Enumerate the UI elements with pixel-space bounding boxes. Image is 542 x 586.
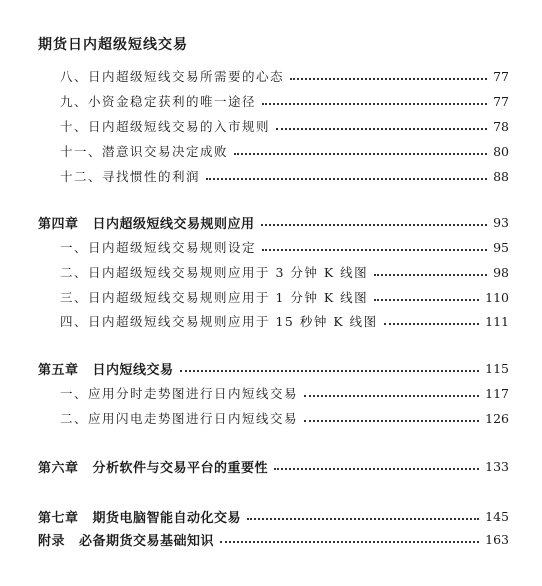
toc-appendix[interactable]: [38, 529, 509, 549]
page-number: 117: [485, 385, 509, 401]
page-number: 145: [485, 508, 509, 524]
appendix-title: 必备期货交易基础知识: [79, 533, 215, 549]
toc-entry[interactable]: [60, 237, 509, 257]
chapter-title: 日内超级短线交易规则应用: [92, 216, 255, 232]
dot-leader: [374, 299, 479, 301]
dot-leader: [384, 323, 480, 325]
entry-label: 二、应用闪电走势图进行日内短线交易: [60, 411, 299, 426]
dot-leader: [290, 78, 487, 80]
toc-entry[interactable]: [60, 66, 509, 86]
page-number: 88: [493, 168, 509, 184]
page-number: 163: [485, 531, 509, 547]
toc-chapter[interactable]: [38, 358, 509, 378]
chapter-number: 第五章: [38, 362, 79, 378]
page-number: 77: [493, 68, 509, 84]
chapter-title: 日内短线交易: [92, 362, 174, 378]
toc-entry[interactable]: [60, 287, 509, 307]
page-number: 111: [485, 313, 509, 329]
dot-leader: [247, 518, 479, 520]
section-heading: 期货日内超级短线交易: [38, 37, 188, 53]
page-number: 126: [485, 410, 509, 426]
dot-leader: [374, 274, 487, 276]
toc-entry[interactable]: [60, 383, 509, 403]
page-number: 98: [493, 264, 509, 280]
entry-label: 二、日内超级短线交易规则应用于 3 分钟 K 线图: [60, 265, 369, 280]
dot-leader: [220, 541, 479, 543]
toc-chapter[interactable]: [38, 212, 509, 232]
entry-label: 十二、寻找惯性的利润: [60, 169, 201, 184]
dot-leader: [234, 153, 487, 155]
entry-label: 四、日内超级短线交易规则应用于 15 秒钟 K 线图: [60, 314, 378, 329]
chapter-title: 分析软件与交易平台的重要性: [92, 460, 269, 476]
dot-leader: [180, 370, 480, 372]
toc-entry[interactable]: [60, 262, 509, 282]
entry-label: 十、日内超级短线交易的入市规则: [60, 119, 271, 134]
toc-entry[interactable]: [60, 311, 509, 331]
dot-leader: [274, 468, 479, 470]
toc-entry[interactable]: [60, 141, 509, 161]
chapter-number: 第四章: [38, 216, 79, 232]
dot-leader: [262, 249, 487, 251]
dot-leader: [261, 224, 488, 226]
entry-label: 九、小资金稳定获利的唯一途径: [60, 94, 257, 109]
entry-label: 一、应用分时走势图进行日内短线交易: [60, 386, 299, 401]
toc-entry[interactable]: [60, 116, 509, 136]
page-number: 78: [493, 118, 509, 134]
chapter-number: 第七章: [38, 510, 79, 526]
page-number: 80: [493, 143, 509, 159]
toc-entry[interactable]: [60, 91, 509, 111]
chapter-number: 第六章: [38, 460, 79, 476]
entry-label: 十一、潜意识交易决定成败: [60, 144, 229, 159]
page-number: 115: [485, 360, 509, 376]
toc-chapter[interactable]: [38, 506, 509, 526]
dot-leader: [206, 178, 487, 180]
page-number: 133: [485, 458, 509, 474]
page-number: 110: [485, 289, 509, 305]
dot-leader: [304, 395, 479, 397]
appendix-label: 附录: [38, 533, 66, 549]
page-number: 95: [493, 239, 509, 255]
entry-label: 三、日内超级短线交易规则应用于 1 分钟 K 线图: [60, 290, 369, 305]
dot-leader: [262, 103, 487, 105]
entry-label: 八、日内超级短线交易所需要的心态: [60, 69, 285, 84]
toc-entry[interactable]: [60, 166, 509, 186]
toc-entry[interactable]: [60, 408, 509, 428]
toc-chapter[interactable]: [38, 456, 509, 476]
dot-leader: [276, 128, 487, 130]
entry-label: 一、日内超级短线交易规则设定: [60, 240, 257, 255]
page-number: 77: [493, 93, 509, 109]
dot-leader: [304, 420, 479, 422]
chapter-title: 期货电脑智能自动化交易: [92, 510, 242, 526]
page-number: 93: [493, 214, 509, 230]
